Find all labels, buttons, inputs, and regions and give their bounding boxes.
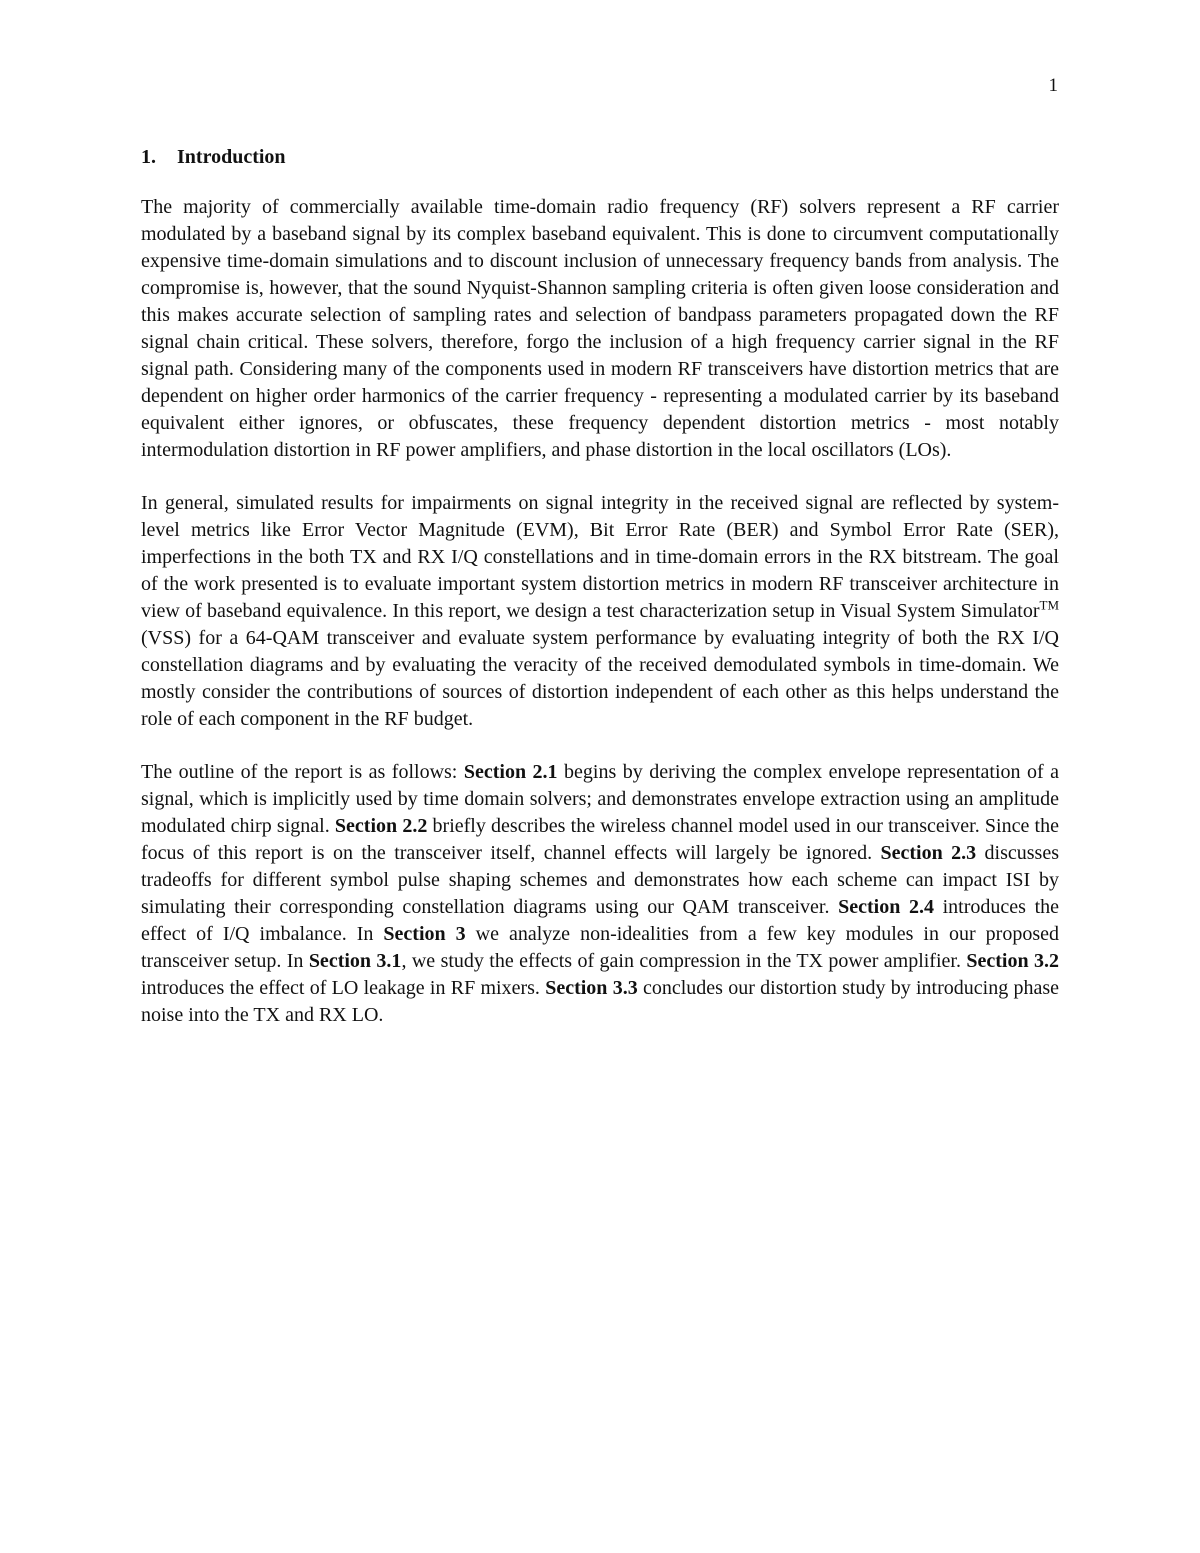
paragraph-1: The majority of commercially available time-domain radio frequency (RF) solvers represent a RF carrier modulated by a baseband signal by its complex baseband equivalent. This is done to circumvent computationally expensive time-domain simulations and to discount inclusion of unnecessary frequency bands from analysis. The compromise is, however, that the sound Nyquist-Shannon sampling criteria is often given loose consideration and this makes accurate selection of sampling rates and selection of bandpass parameters propagated down the RF signal chain critical. These solvers, therefore, forgo the inclusion of a high frequency carrier signal in the RF signal path. Considering many of the components used in modern RF transceivers have distortion metrics that are dependent on higher order harmonics of the carrier frequency - representing a modulated carrier by its baseband equivalent either ignores, or obfuscates, these frequency dependent distortion metrics - most notably intermodulation distortion in RF power amplifiers, and phase distortion in the local oscillators (LOs). xyxy=(141,196,1059,461)
section-heading xyxy=(141,144,1059,170)
section-reference: Section 2.3 xyxy=(880,842,977,864)
paragraph-3-text: introduces the effect of I/Q imbalance. In xyxy=(141,896,1060,945)
section-reference: Section 2.4 xyxy=(838,896,934,918)
paragraph-3-text: , we study the effects of gain compression in the TX power amplifier. xyxy=(401,950,967,972)
section-reference: Section 2.1 xyxy=(463,761,558,783)
page-content xyxy=(141,144,1059,1055)
section-reference: Section 3.2 xyxy=(966,950,1059,972)
paragraph-2 xyxy=(141,490,1059,733)
section-reference: Section 3 xyxy=(383,923,466,945)
paragraph-3 xyxy=(141,759,1059,1029)
paragraph-2-text-a: In general, simulated results for impairments on signal integrity in the received signal are reflected by system-level metrics like Error Vector Magnitude (EVM), Bit Error Rate (BER) and Symbol Error Rate (SER), imperfections in the both TX and RX I/Q constellations and in time-domain errors in the RX bitstream. The goal of the work presented is to evaluate important system distortion metrics in modern RF transceiver architecture in view of baseband equivalence. In this report, we design a test characterization setup in Visual System Simulator xyxy=(141,492,1059,622)
paragraph-3-text: briefly describes the wireless channel model used in our transceiver. Since the focus of this report is on the transceiver itself, channel effects will largely be ignored. xyxy=(141,815,1059,864)
section-reference: Section 2.2 xyxy=(334,815,428,837)
paragraph-3-text: The outline of the report is as follows: xyxy=(141,761,464,783)
paragraph-3-text: introduces the effect of LO leakage in RF mixers. xyxy=(141,977,546,999)
page-number: 1 xyxy=(1048,75,1058,96)
paragraph-3-text: we analyze non-idealities from a few key modules in our proposed transceiver setup. In xyxy=(141,923,1059,972)
trademark-superscript: TM xyxy=(1039,597,1059,613)
paragraph-3-text: concludes our distortion study by introducing phase noise into the TX and RX LO. xyxy=(141,977,1060,1026)
section-reference: Section 3.1 xyxy=(308,950,402,972)
paragraph-3-text: discusses tradeoffs for different symbol pulse shaping schemes and demonstrates how each scheme can impact ISI by simulating their corresponding constellation diagrams using our QAM transceiver. xyxy=(141,842,1059,918)
section-reference: Section 3.3 xyxy=(545,977,638,999)
section-title: Introduction xyxy=(177,146,286,168)
paragraph-2-text-b: (VSS) for a 64-QAM transceiver and evaluate system performance by evaluating integrity of both the RX I/Q constellation diagrams and by evaluating the veracity of the received demodulated symbols in time-domain. We mostly consider the contributions of sources of distortion independent of each other as this helps understand the role of each component in the RF budget. xyxy=(141,627,1059,730)
paragraph-3-text: begins by deriving the complex envelope representation of a signal, which is implicitly used by time domain solvers; and demonstrates envelope extraction using an amplitude modulated chirp signal. xyxy=(141,761,1059,837)
section-number: 1. xyxy=(141,146,156,168)
